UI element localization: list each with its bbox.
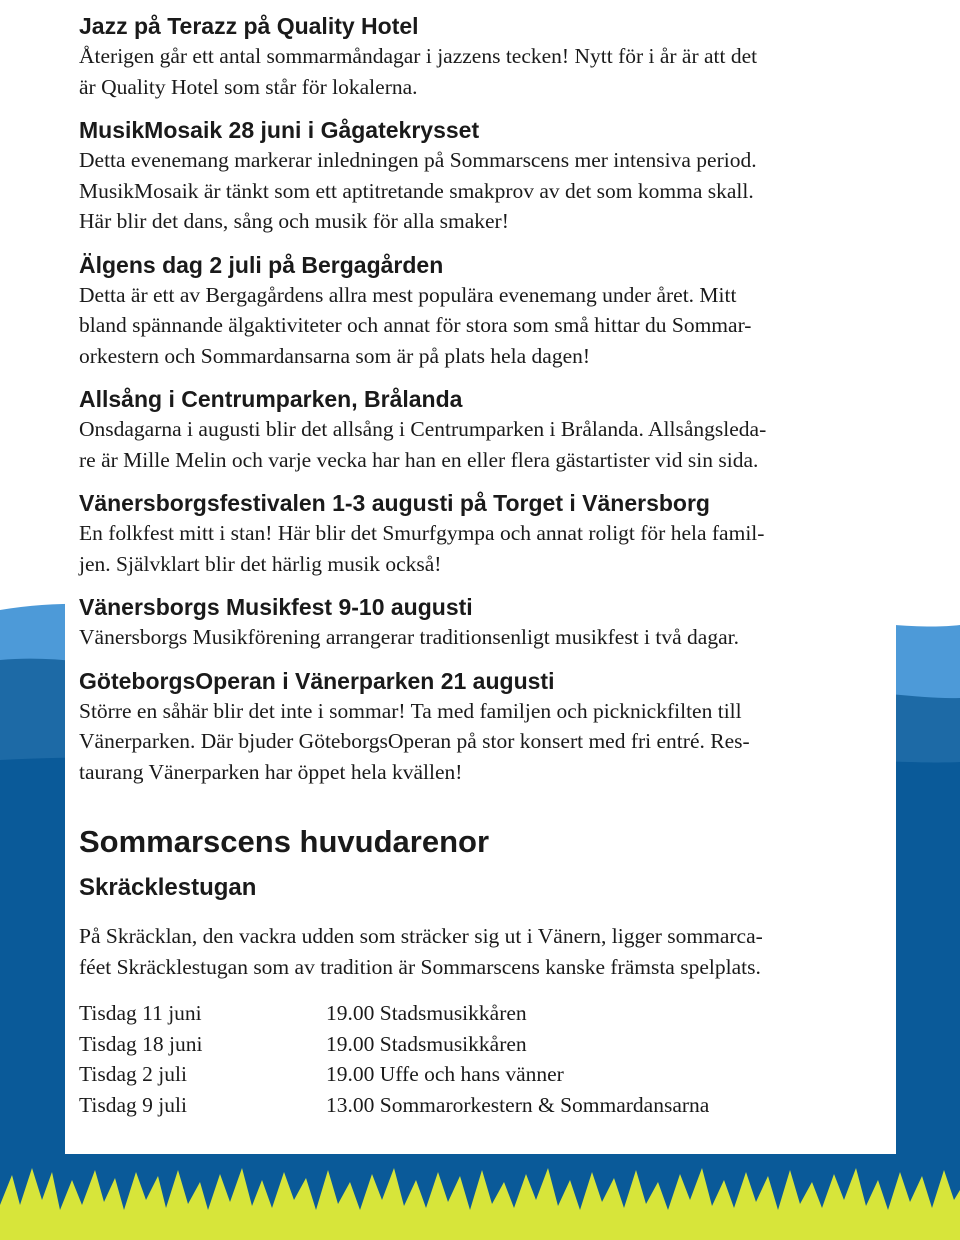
content-card <box>65 4 896 1154</box>
event-text-line: Vänersborgs Musikförening arrangerar traditionsenligt musikfest i två dagar. <box>79 625 739 649</box>
schedule-date: Tisdag 2 juli <box>79 1062 187 1086</box>
event-text-line: En folkfest mitt i stan! Här blir det Smurfgympa och annat roligt för hela famil- <box>79 521 765 545</box>
event-text-line: MusikMosaik är tänkt som ett aptitretande smakprov av det som komma skall. <box>79 178 754 203</box>
event-text-line: bland spännande älgaktiviteter och annat för stora som små hittar du Sommar- <box>79 313 752 337</box>
event-vanersborgsfestivalen <box>79 489 882 579</box>
schedule-row <box>79 1059 709 1090</box>
event-text-line: Vänerparken. Där bjuder GöteborgsOperan på stor konsert med fri entré. Res- <box>79 729 750 753</box>
event-text-line: jen. Självklart blir det härlig musik också! <box>79 551 442 576</box>
event-title: GöteborgsOperan i Vänerparken 21 augusti <box>79 667 555 694</box>
event-text-line: Större en såhär blir det inte i sommar! Ta med familjen och picknickfilten till <box>79 698 742 723</box>
event-musikmosaik <box>79 116 882 237</box>
event-goteborgsoperan <box>79 667 882 788</box>
schedule-date: Tisdag 18 juni <box>79 1031 203 1056</box>
schedule-event: 19.00 Stadsmusikkåren <box>326 1001 527 1025</box>
event-algens-dag <box>79 251 882 372</box>
event-title: Älgens dag 2 juli på Bergagården <box>79 251 444 278</box>
event-allsang <box>79 385 882 475</box>
event-text-line: är Quality Hotel som står för lokalerna. <box>79 74 418 99</box>
schedule-event: 19.00 Stadsmusikkåren <box>326 1031 527 1056</box>
schedule-row <box>79 1029 709 1060</box>
event-text-line: re är Mille Melin och varje vecka har han en eller flera gästartister vid sin sida. <box>79 447 759 472</box>
venue-text-line: På Skräcklan, den vackra udden som sträcker sig ut i Vänern, ligger sommarca- <box>79 924 763 948</box>
event-title: Jazz på Terazz på Quality Hotel <box>79 13 419 39</box>
venue-heading: Skräcklestugan <box>79 874 257 901</box>
schedule-row <box>79 998 709 1029</box>
event-text-line: Här blir det dans, sång och musik för alla smaker! <box>79 209 509 233</box>
event-title: Vänersborgs Musikfest 9-10 augusti <box>79 594 473 620</box>
main-heading: Sommarscens huvudarenor <box>79 824 490 859</box>
event-title: Vänersborgsfestivalen 1-3 augusti på Torget i Vänersborg <box>79 490 710 516</box>
event-text-line: orkestern och Sommardansarna som är på plats hela dagen! <box>79 343 591 368</box>
venue-text-line: féet Skräcklestugan som av tradition är Sommarscens kanske främsta spelplats. <box>79 954 761 979</box>
event-title: MusikMosaik 28 juni i Gågatekrysset <box>79 117 480 143</box>
schedule-table <box>79 998 709 1120</box>
schedule-event: 19.00 Uffe och hans vänner <box>326 1062 564 1086</box>
event-text-line: Detta evenemang markerar inledningen på Sommarscens mer intensiva period. <box>79 148 757 172</box>
event-text-line: Onsdagarna i augusti blir det allsång i Centrumparken i Brålanda. Allsångsleda- <box>79 417 767 441</box>
event-title: Allsång i Centrumparken, Brålanda <box>79 386 463 412</box>
schedule-event: 13.00 Sommarorkestern & Sommardansarna <box>326 1092 710 1117</box>
schedule-date: Tisdag 11 juni <box>79 1001 202 1025</box>
event-musikfest <box>79 593 882 653</box>
event-text-line: Återigen går ett antal sommarmåndagar i jazzens tecken! Nytt för i år är att det <box>79 44 758 68</box>
event-text-line: taurang Vänerparken har öppet hela kvällen! <box>79 759 463 784</box>
schedule-row <box>79 1090 709 1121</box>
event-text-line: Detta är ett av Bergagårdens allra mest populära evenemang under året. Mitt <box>79 282 737 307</box>
event-jazz <box>79 12 882 102</box>
schedule-date: Tisdag 9 juli <box>79 1092 187 1117</box>
